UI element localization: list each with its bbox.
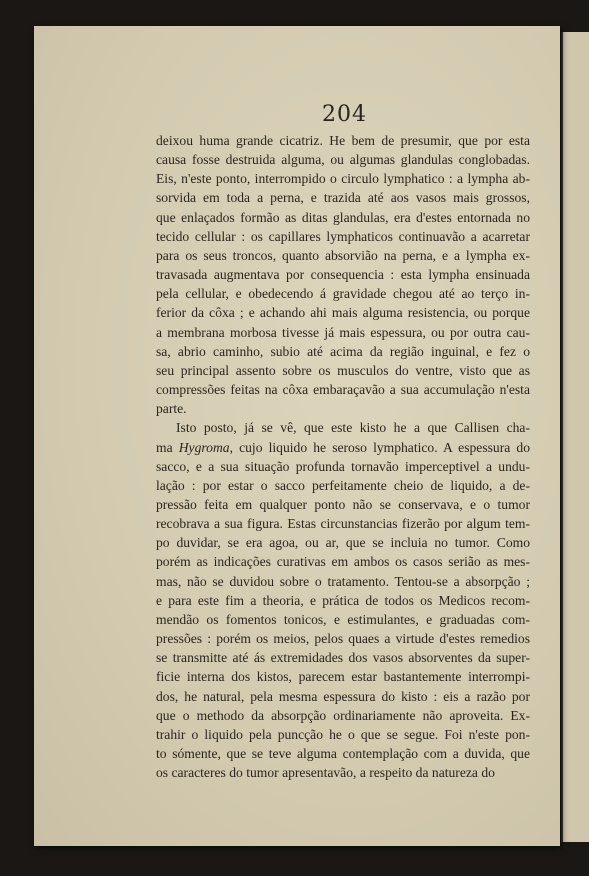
- text-line: sa, abrio caminho, subio até acima da região inguinal, e fez o: [156, 343, 530, 359]
- text-line: mas, não se duvidou sobre o tratamento. Tentou-se a absorpção ;: [156, 573, 530, 589]
- text-line: lação : por estar o sacco perfeitamente cheio de liquido, a de-: [156, 477, 530, 493]
- text-line: travasada augmentava por consequencia : esta lympha ensinuada: [156, 267, 530, 283]
- text-line: que enlaçados formão as ditas glandulas, era d'estes entornada no: [156, 209, 530, 225]
- text-line: ma Hygroma, cujo liquido he seroso lymphatico. A espessura do: [156, 439, 530, 455]
- text-line: porém as indicações curativas em ambos os casos serião as mes-: [156, 554, 530, 570]
- text-line: ferior da côxa ; e achando ahi mais alguma resistencia, ou porque: [156, 305, 530, 321]
- text-line: seu principal assento sobre os musculos do ventre, visto que as: [156, 362, 530, 378]
- text-line: pressão feita em qualquer ponto não se conservava, e o tumor: [156, 496, 530, 512]
- text-line: Isto posto, já se vê, que este kisto he a que Callisen cha-: [176, 420, 530, 436]
- text-line: parte.: [156, 401, 187, 417]
- text-line: dos, he natural, pela mesma espessura do kisto : eis a razão por: [156, 688, 530, 704]
- text-line: pressões : porém os meios, pelos quaes a virtude d'estes remedios: [156, 631, 530, 647]
- text-line: mendão os fomentos tonicos, e estimulantes, e graduadas com-: [156, 611, 530, 627]
- page-number: 204: [322, 102, 367, 127]
- text-line: sacco, e a sua situação profunda tornavão imperceptivel a undu-: [156, 458, 530, 474]
- text-line: po duvidar, se era agoa, ou ar, que se incluia no tumor. Como: [156, 535, 530, 551]
- text-line: ficie interna dos kistos, parecem estar bastantemente interrompi-: [156, 669, 530, 685]
- text-line: se transmitte até ás extremidades dos vasos absorventes da super-: [156, 650, 530, 666]
- text-line: to sómente, que se teve alguma contemplação com a duvida, que: [156, 746, 530, 761]
- body-text: [156, 131, 530, 782]
- text-line: que o methodo da absorpção ordinariamente não aproveita. Ex-: [156, 707, 530, 723]
- text-line: Eis, n'este ponto, interrompido o circulo lymphatico : a lympha ab-: [156, 171, 530, 187]
- text-line: tecido cellular : os capillares lymphaticos continuavão a acarretar: [156, 228, 530, 244]
- text-line: trahir o liquido pela puncção he o que se segue. Foi n'este pon-: [156, 726, 530, 742]
- text-line: deixou huma grande cicatriz. He bem de presumir, que por esta: [156, 133, 530, 148]
- text-line: sorvida em toda a perna, e trazida até aos vasos mais grossos,: [156, 190, 530, 206]
- text-line: para os seus troncos, quanto absorvião na perna, e a lympha ex-: [156, 247, 530, 263]
- adjacent-page-edge: [561, 32, 589, 842]
- text-line: pela cellular, e obedecendo á gravidade chegou até ao terço in-: [156, 286, 530, 302]
- text-line: compressões feitas na côxa embaraçavão a sua accumulação n'esta: [156, 382, 530, 398]
- text-line: a membrana morbosa tivesse já mais espessura, ou por outra cau-: [156, 324, 530, 340]
- text-line: recobrava a sua figura. Estas circunstancias fizerão por algum tem-: [156, 516, 530, 532]
- text-line: os caracteres do tumor apresentavão, a respeito da natureza do: [156, 765, 495, 781]
- text-line: causa fosse destruida alguma, ou algumas glandulas conglobadas.: [156, 152, 530, 168]
- text-line: e para este fim a theoria, e prática de todos os Medicos recom-: [156, 592, 530, 608]
